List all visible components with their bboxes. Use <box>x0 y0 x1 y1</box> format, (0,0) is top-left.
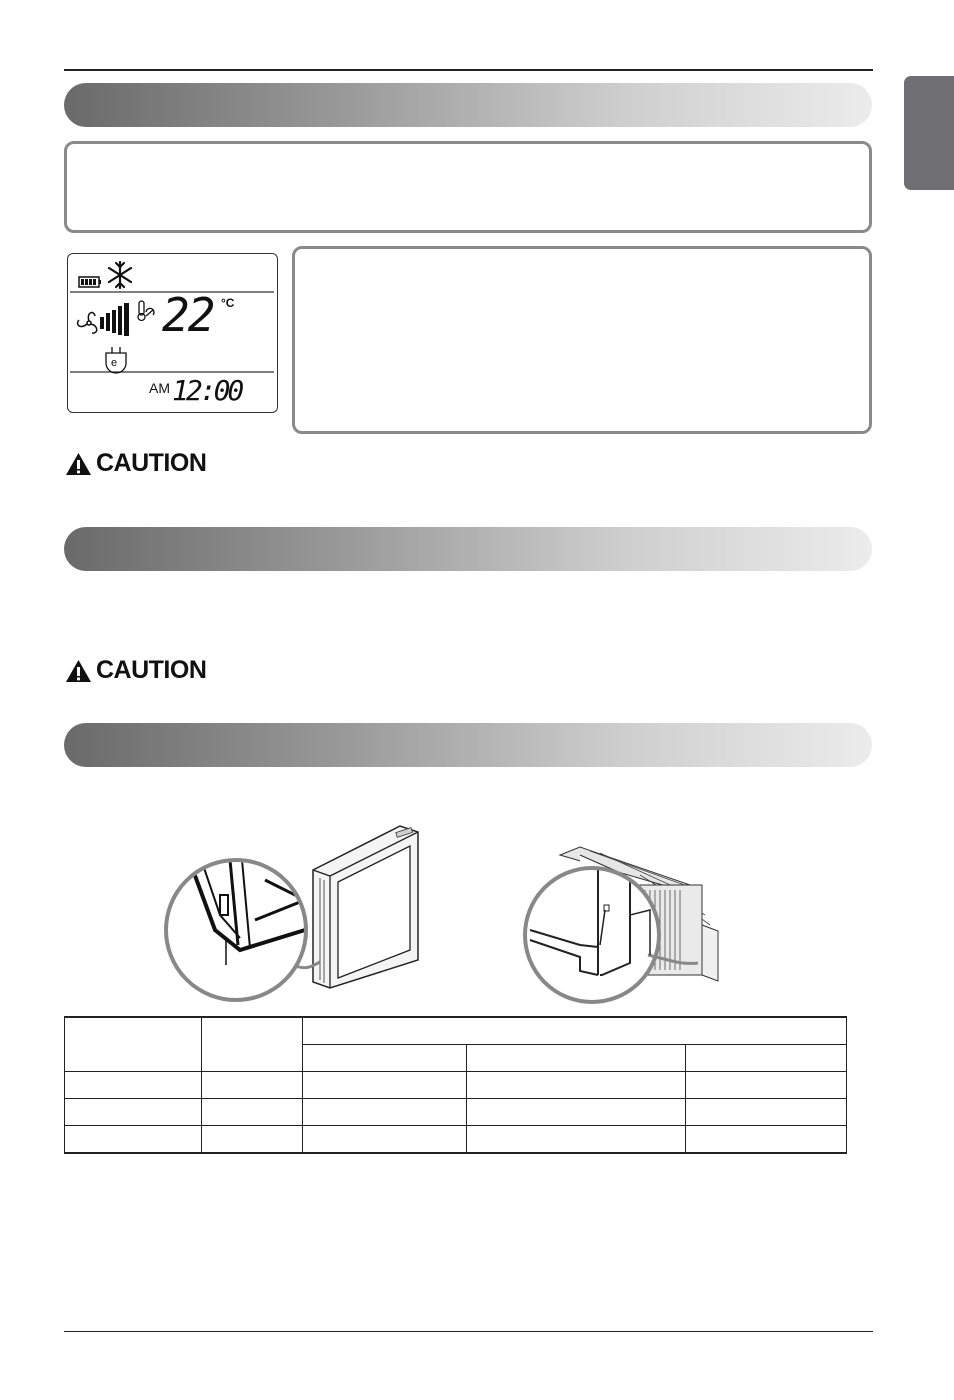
caution-heading-2 <box>65 656 206 685</box>
table-cell <box>202 1072 303 1099</box>
table-cell <box>467 1126 686 1154</box>
info-box-1 <box>64 141 872 233</box>
bottom-rule <box>64 1331 873 1332</box>
language-side-tab <box>904 76 954 190</box>
table-header-cell <box>202 1017 303 1072</box>
table-cell <box>686 1072 847 1099</box>
fan-icon <box>78 313 97 334</box>
table-cell <box>202 1099 303 1126</box>
table-cell <box>65 1126 202 1154</box>
table-cell <box>686 1099 847 1126</box>
svg-text:e: e <box>111 357 118 369</box>
battery-icon <box>79 277 101 287</box>
table-cell <box>686 1126 847 1154</box>
thermometer-icon <box>138 301 154 321</box>
table-row <box>65 1072 847 1099</box>
table-subheader-cell <box>467 1045 686 1072</box>
section-header-bar-1 <box>64 83 872 127</box>
table-cell <box>65 1099 202 1126</box>
table-cell <box>303 1099 467 1126</box>
plug-icon <box>106 347 126 373</box>
indoor-unit-side-illustration <box>520 835 725 1010</box>
table-header-cell <box>65 1017 202 1072</box>
table-header-cell <box>303 1017 847 1045</box>
info-box-2 <box>292 246 872 434</box>
table-cell <box>202 1126 303 1154</box>
table-cell <box>303 1072 467 1099</box>
caution-label: CAUTION <box>96 656 207 684</box>
indoor-unit-front-illustration <box>160 820 430 1010</box>
table-subheader-cell <box>686 1045 847 1072</box>
temperature-readout: 22 <box>162 288 214 342</box>
table-cell <box>467 1072 686 1099</box>
cooling-mode-icon <box>109 262 131 288</box>
temperature-unit: °C <box>221 296 235 310</box>
caution-label: CAUTION <box>96 449 207 477</box>
time-readout: 12:00 <box>172 374 242 407</box>
table-row <box>65 1017 847 1045</box>
table-row <box>65 1126 847 1154</box>
table-row <box>65 1099 847 1126</box>
table-cell <box>303 1126 467 1154</box>
warning-triangle-icon <box>65 659 92 683</box>
section-header-bar-2 <box>64 527 872 571</box>
section-header-bar-3 <box>64 723 872 767</box>
caution-heading-1 <box>65 449 206 478</box>
table-subheader-cell <box>303 1045 467 1072</box>
lcd-display <box>67 253 278 413</box>
specification-table <box>64 1016 847 1154</box>
warning-triangle-icon <box>65 452 92 476</box>
top-rule <box>64 69 873 71</box>
fan-speed-bars-icon <box>100 303 129 336</box>
table-cell <box>65 1072 202 1099</box>
time-period-label: AM <box>149 380 170 396</box>
table-cell <box>467 1099 686 1126</box>
